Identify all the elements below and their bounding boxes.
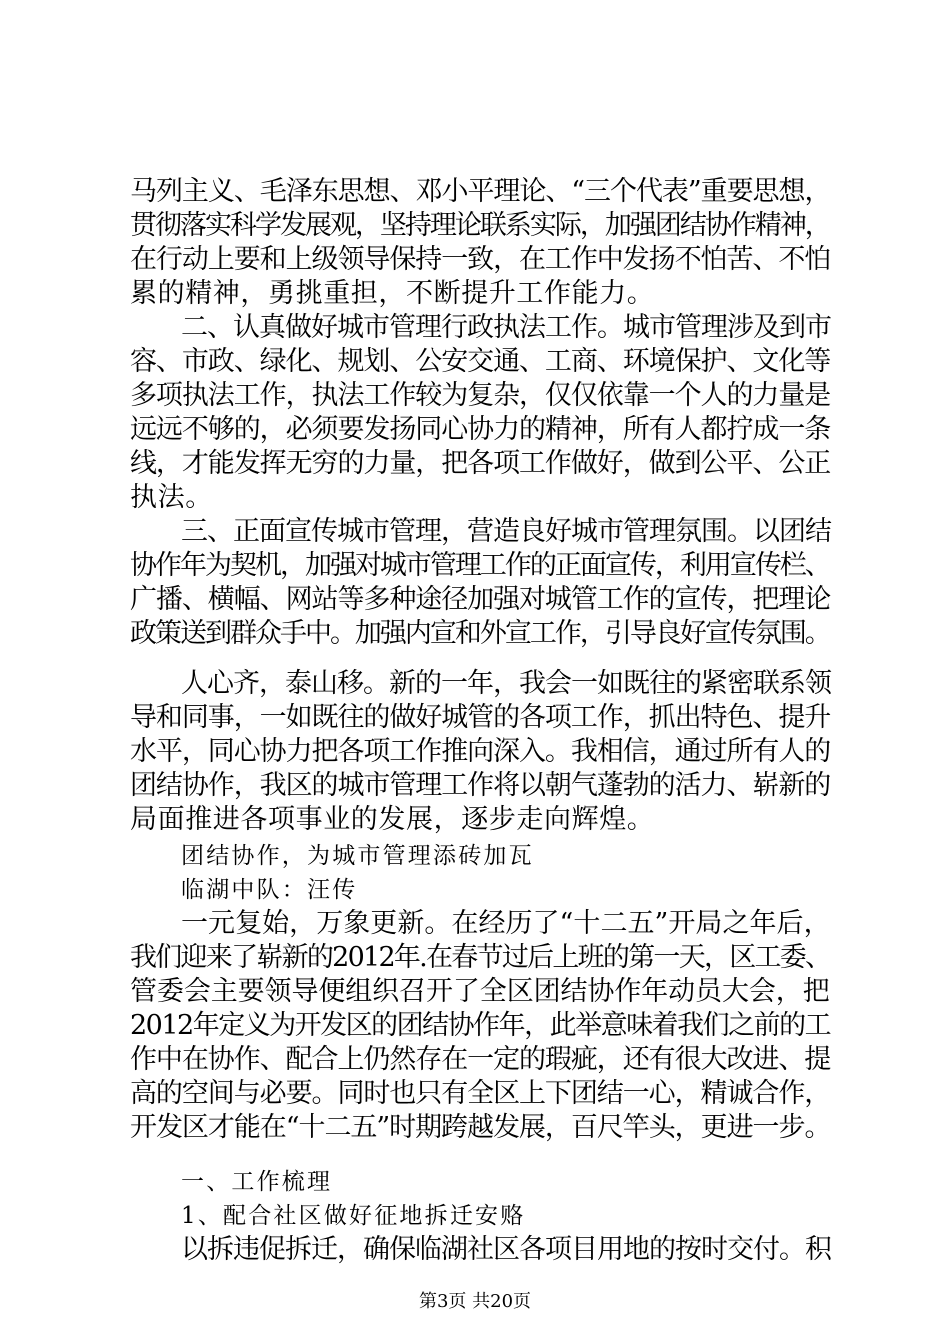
body-text-line: 水平，同心协力把各项工作推向深入。我相信，通过所有人的 [130,736,831,767]
body-text-line: 在行动上要和上级领导保持一致，在工作中发扬不怕苦、不怕 [130,244,831,275]
body-text-line: 容、市政、绿化、规划、公安交通、工商、环境保护、文化等 [130,346,831,377]
body-text-line: 协作年为契机，加强对城市管理工作的正面宣传，利用宣传栏、 [130,550,830,581]
body-text-line: 作中在协作、配合上仍然存在一定的瑕疵，还有很大改进、提 [130,1044,831,1075]
body-text-line: 2012年定义为开发区的团结协作年，此举意味着我们之前的工 [130,1010,831,1041]
body-text-line: 多项执法工作，执法工作较为复杂，仅仅依靠一个人的力量是 [130,380,831,411]
body-text-line: 远远不够的，必须要发扬同心协力的精神，所有人都拧成一条 [130,414,831,445]
body-text-line: 广播、横幅、网站等多种途径加强对城管工作的宣传，把理论 [130,584,831,615]
body-text-line: 贯彻落实科学发展观，坚持理论联系实际，加强团结协作精神， [130,210,830,241]
body-text-line: 执法。 [130,482,213,513]
body-text-line: 高的空间与必要。同时也只有全区上下团结一心，精诚合作， [130,1078,831,1109]
body-text-line: 政策送到群众手中。加强内宣和外宣工作，引导良好宣传氛围。 [130,618,830,649]
body-text-line: 三、正面宣传城市管理，营造良好城市管理氛围。以团结 [181,516,831,547]
page-number-footer: 第3页 共20页 [418,1291,532,1312]
author-line: 临湖中队：汪传 [181,877,358,903]
body-text-line: 导和同事，一如既往的做好城管的各项工作，抓出特色、提升 [130,702,831,733]
body-text-line: 开发区才能在“十二五”时期跨越发展，百尺竿头，更进一步。 [130,1112,831,1143]
body-text-line: 线，才能发挥无穷的力量，把各项工作做好，做到公平、公正 [130,448,831,479]
body-text-line: 局面推进各项事业的发展，逐步走向辉煌。 [130,804,655,835]
body-text-line: 马列主义、毛泽东思想、邓小平理论、“三个代表”重要思想， [130,176,831,207]
body-text-line: 二、认真做好城市管理行政执法工作。城市管理涉及到市 [181,312,831,343]
body-text-line: 以拆违促拆迁，确保临湖社区各项目用地的按时交付。积 [181,1234,831,1265]
body-text-line: 我们迎来了崭新的2012年.在春节过后上班的第一天，区工委、 [130,942,831,973]
body-text-line: 管委会主要领导便组织召开了全区团结协作年动员大会，把 [130,976,830,1007]
subtitle-line: 团结协作，为城市管理添砖加瓦 [181,843,534,869]
body-text-line: 累的精神，勇挑重担，不断提升工作能力。 [130,278,655,309]
body-text-line: 团结协作，我区的城市管理工作将以朝气蓬勃的活力、崭新的 [130,770,831,801]
section-heading: 一、工作梳理 [181,1169,333,1195]
body-text-line: 人心齐，泰山移。新的一年，我会一如既往的紧密联系领 [181,668,831,699]
subsection-heading: 1、配合社区做好征地拆迁安赂 [181,1203,526,1229]
body-text-line: 一元复始，万象更新。在经历了“十二五”开局之年后， [181,908,831,939]
